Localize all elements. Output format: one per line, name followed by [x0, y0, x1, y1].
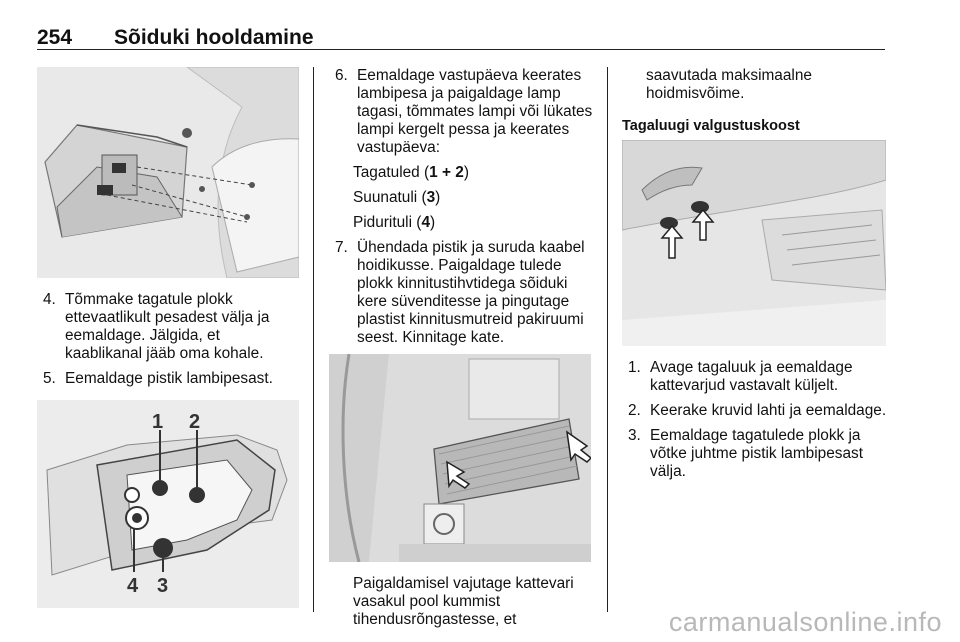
list-item: 5. Eemaldage pistik lambipesast.	[43, 370, 273, 387]
steps-list-col2b	[329, 239, 597, 347]
column-2	[329, 67, 597, 642]
steps-list-col3	[622, 359, 888, 481]
page-number: 254	[37, 26, 73, 49]
list-item: 2. Keerake kruvid lahti ja eemaldage.	[628, 402, 887, 419]
steps-list-col2	[329, 67, 597, 157]
column-divider-1	[313, 67, 314, 612]
continuation-text: saavutada maksimaalne hoidmisvõime.	[646, 67, 812, 102]
figure-lamp-sockets	[37, 400, 299, 608]
figure-trunk-cover	[329, 354, 591, 562]
column-1	[37, 67, 299, 608]
list-item: 1. Avage tagaluuk ja eemaldage kattevarjud vastavalt küljelt.	[628, 359, 853, 394]
list-item: 7. Ühendada pistik ja suruda kaabel hoidikusse. Paigaldage tulede plokk kinnitustihvtidega sõiduki kere süvenditesse ja pingutage plastist kinnitusmutreid pakiruumi seest. Kinnitage kate.	[335, 239, 585, 346]
figure-label-3: 3	[157, 575, 169, 597]
column-divider-2	[607, 67, 608, 612]
list-item: 4. Tõmmake tagatule plokk ettevaatlikult pesadest välja ja eemaldage. Jälgida, et kaablikanal jääb oma kohale.	[43, 291, 270, 362]
figure-label-2: 2	[189, 411, 201, 433]
install-note: Paigaldamisel vajutage kattevari vasakul pool kummist tihendusrõngastesse, et	[353, 575, 574, 628]
section-title: Tagaluugi valgustuskoost	[622, 118, 800, 134]
bulb-type-indicator: Suunatuli (3)	[353, 189, 441, 206]
bulb-type-tail: Tagatuled (1 + 2)	[353, 164, 469, 181]
figure-tailgate-light	[622, 140, 886, 346]
watermark: carmanualsonline.info	[668, 607, 942, 637]
list-item: 3. Eemaldage tagatulede plokk ja võtke juhtme pistik lambipesast välja.	[628, 427, 863, 480]
figure-label-1: 1	[152, 411, 164, 433]
steps-list-col1	[37, 291, 299, 388]
column-3	[622, 67, 888, 488]
figure-rear-light-removal	[37, 67, 299, 278]
bulb-type-brake: Pidurituli (4)	[353, 214, 436, 231]
page-title: Sõiduki hooldamine	[114, 26, 314, 49]
list-item: 6. Eemaldage vastupäeva keerates lambipesa ja paigaldage lamp tagasi, tõmmates lampi või lükates lampi kergelt pessa ja keerates vastupäeva:	[335, 67, 593, 156]
figure-label-4: 4	[127, 575, 139, 597]
page-header	[37, 26, 885, 50]
